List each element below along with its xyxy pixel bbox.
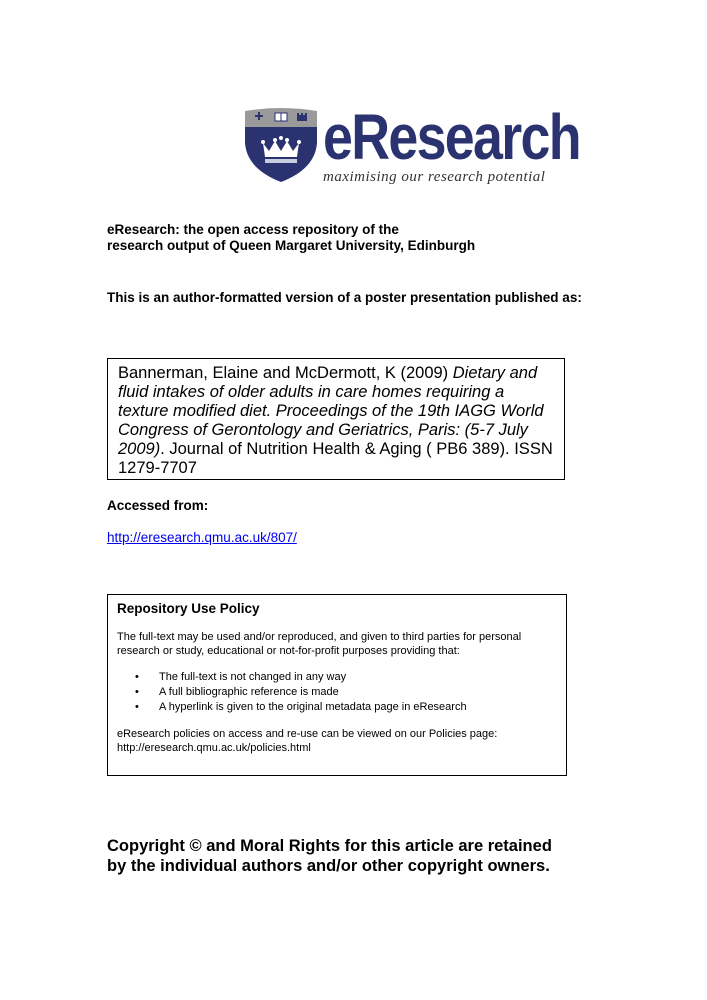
policy-condition: • The full-text is not changed in any way <box>135 671 347 683</box>
citation-box <box>107 358 565 480</box>
repository-heading <box>107 222 475 254</box>
accessed-link[interactable]: http://eresearch.qmu.ac.uk/807/ <box>107 530 297 545</box>
policy-conditions-list <box>117 670 557 715</box>
author-note: This is an author-formatted version of a poster presentation published as: <box>107 290 582 305</box>
university-shield-crown-icon <box>243 107 319 183</box>
policy-footer-url: http://eresearch.qmu.ac.uk/policies.html <box>117 742 311 754</box>
repository-line-2: research output of Queen Margaret University, Edinburgh <box>107 238 476 253</box>
policy-condition: • A hyperlink is given to the original metadata page in eResearch <box>135 701 467 713</box>
repository-line-1: eResearch: the open access repository of the <box>107 222 399 237</box>
copyright-line-1: Copyright © and Moral Rights for this article are retained <box>107 837 552 855</box>
repository-use-policy-box <box>107 594 567 776</box>
policy-footer-text: eResearch policies on access and re-use can be viewed on our Policies page: <box>117 728 498 740</box>
citation-authors-year: Bannerman, Elaine and McDermott, K (2009) <box>118 364 453 382</box>
eresearch-logo <box>243 101 580 187</box>
logo-wordmark: eResearch <box>323 101 580 173</box>
citation-text <box>118 364 554 478</box>
policy-condition: • A full bibliographic reference is made <box>135 686 339 698</box>
citation-journal: . Journal of Nutrition Health & Aging ( PB6 389). ISSN 1279-7707 <box>118 440 553 477</box>
policy-intro: The full-text may be used and/or reproduced, and given to third parties for personal research or study, educational or not-for-profit purposes providing that: <box>117 631 522 657</box>
logo-tagline: maximising our research potential <box>323 169 546 185</box>
bullet-icon: • <box>135 671 139 683</box>
policy-footer <box>117 727 557 755</box>
bullet-icon: • <box>135 686 139 698</box>
citation-title: Dietary and fluid intakes of older adults in care homes requiring a texture modified diet. Proceedings of the 19th IAGG World Congress of Gerontology and Geriatrics, Paris: (5-7 July 2009) <box>118 364 544 458</box>
bullet-icon: • <box>135 701 139 713</box>
copyright-notice <box>107 836 552 876</box>
accessed-label: Accessed from: <box>107 498 209 513</box>
policy-title: Repository Use Policy <box>117 601 260 616</box>
copyright-line-2: by the individual authors and/or other copyright owners. <box>107 857 550 875</box>
